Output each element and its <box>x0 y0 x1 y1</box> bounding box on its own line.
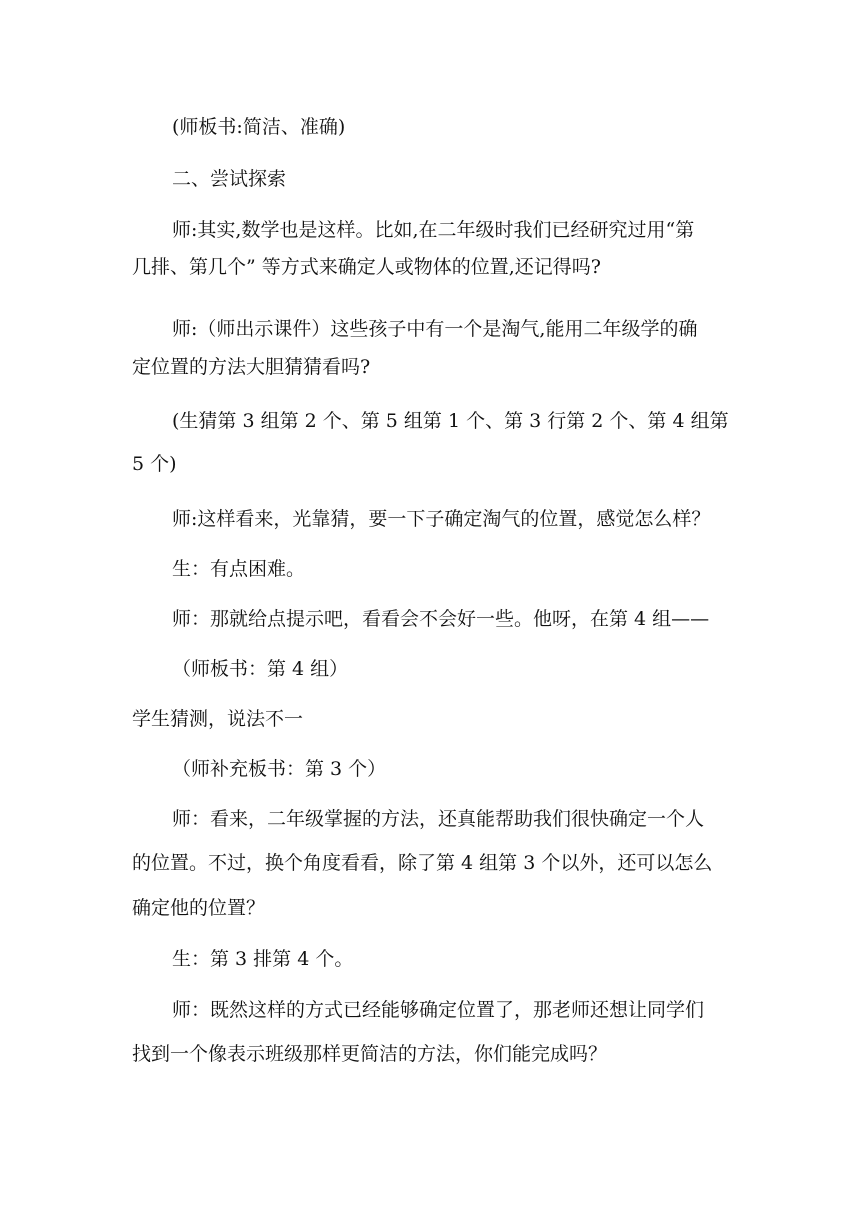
text-line: 师:这样看来，光靠猜，要一下子确定淘气的位置，感觉怎么样？ <box>172 508 711 530</box>
text-line: 的位置。不过，换个角度看看，除了第 4 组第 3 个以外，还可以怎么 <box>132 852 713 874</box>
text-line: 生：有点困难。 <box>172 558 306 580</box>
text-line: （师补充板书：第 3 个） <box>172 758 387 780</box>
text-line: 师：既然这样的方式已经能够确定位置了，那老师还想让同学们 <box>172 999 705 1021</box>
text-line: 5 个) <box>132 453 177 475</box>
text-line: 学生猜测，说法不一 <box>132 708 304 730</box>
text-line: （师板书：第 4 组） <box>172 658 349 680</box>
text-line: (生猜第 3 组第 2 个、第 5 组第 1 个、第 3 行第 2 个、第 4 组第 <box>172 410 729 432</box>
section-heading: 二、尝试探索 <box>172 168 287 190</box>
text-line: 师：那就给点提示吧，看看会不会好一些。他呀，在第 4 组—— <box>172 608 710 630</box>
text-line: 师:其实,数学也是这样。比如,在二年级时我们已经研究过用“第 <box>172 219 695 241</box>
text-line: 生：第 3 排第 4 个。 <box>172 948 354 970</box>
text-line: 找到一个像表示班级那样更简洁的方法，你们能完成吗？ <box>132 1043 608 1065</box>
text-line: 定位置的方法大胆猜猜看吗? <box>132 356 371 378</box>
text-line: 确定他的位置？ <box>132 897 266 919</box>
text-line: 几排、第几个” 等方式来确定人或物体的位置,还记得吗? <box>132 256 601 278</box>
text-line: 师：看来，二年级掌握的方法，还真能帮助我们很快确定一个人 <box>172 808 705 830</box>
text-line: (师板书:简洁、准确) <box>172 116 346 138</box>
text-line: 师:（师出示课件）这些孩子中有一个是淘气,能用二年级学的确 <box>172 318 698 340</box>
